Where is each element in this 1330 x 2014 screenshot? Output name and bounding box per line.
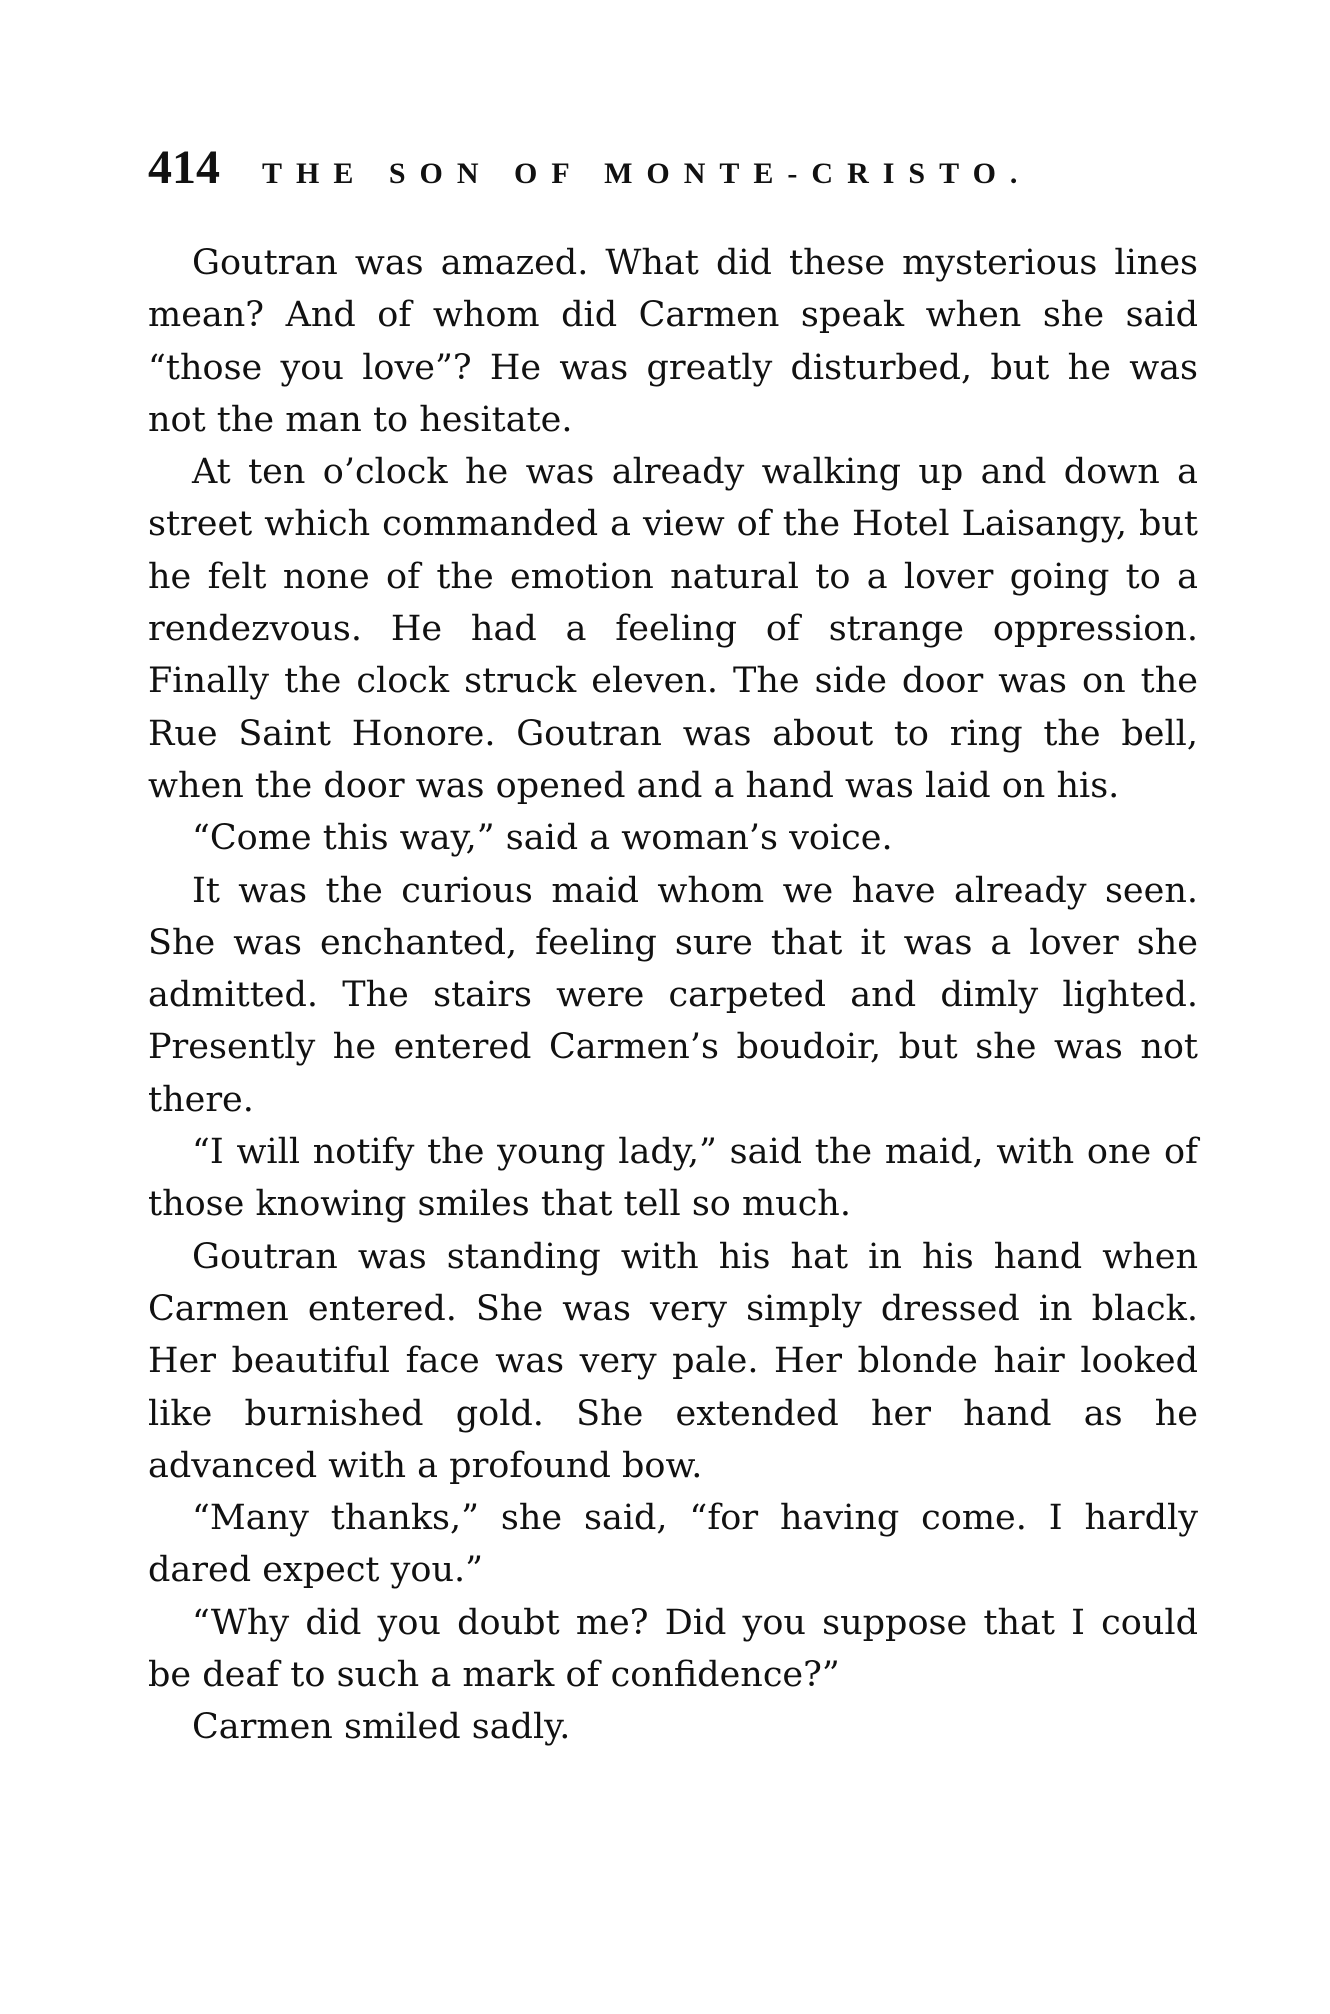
paragraph: “Why did you doubt me? Did you suppose that I could be deaf to such a mark of confidence?” <box>148 1602 1198 1696</box>
page-header <box>148 140 1198 195</box>
paragraph: “I will notify the young lady,” said the maid, with one of those knowing smiles that tell so much. <box>148 1132 1198 1225</box>
paragraph: Goutran was amazed. What did these mysterious lines mean? And of whom did Carmen speak when she said “those you love”? He was greatly disturbed, but he was not the man to hesitate. <box>148 243 1198 440</box>
body-text <box>148 237 1198 1754</box>
paragraph: It was the curious maid whom we have already seen. She was enchanted, feeling sure that it was a lover she admitted. The stairs were carpeted and dimly lighted. Presently he entered Carmen’s boudoir, but she was not there. <box>148 870 1198 1120</box>
paragraph: “Come this way,” said a woman’s voice. <box>192 818 893 859</box>
running-title: THE SON OF MONTE-CRISTO. <box>262 157 1032 190</box>
page-number: 414 <box>148 141 220 194</box>
paragraph: Goutran was standing with his hat in his hand when Carmen entered. She was very simply dressed in black. Her beautiful face was very pale. Her blonde hair looked like burnished gold. She extended her hand as he advanced with a profound bow. <box>148 1236 1198 1486</box>
paragraph: Carmen smiled sadly. <box>192 1707 571 1748</box>
paragraph: At ten o’clock he was already walking up and down a street which commanded a view of the Hotel Laisangy, but he felt none of the emotion natural to a lover going to a rendezvous. He had a feeling of strange oppression. Finally the clock struck eleven. The side door was on the Rue Saint Honore. Goutran was about to ring the bell, when the door was opened and a hand was laid on his. <box>148 452 1198 806</box>
book-page <box>148 140 1198 1754</box>
paragraph: “Many thanks,” she said, “for having come. I hardly dared expect you.” <box>148 1498 1198 1591</box>
